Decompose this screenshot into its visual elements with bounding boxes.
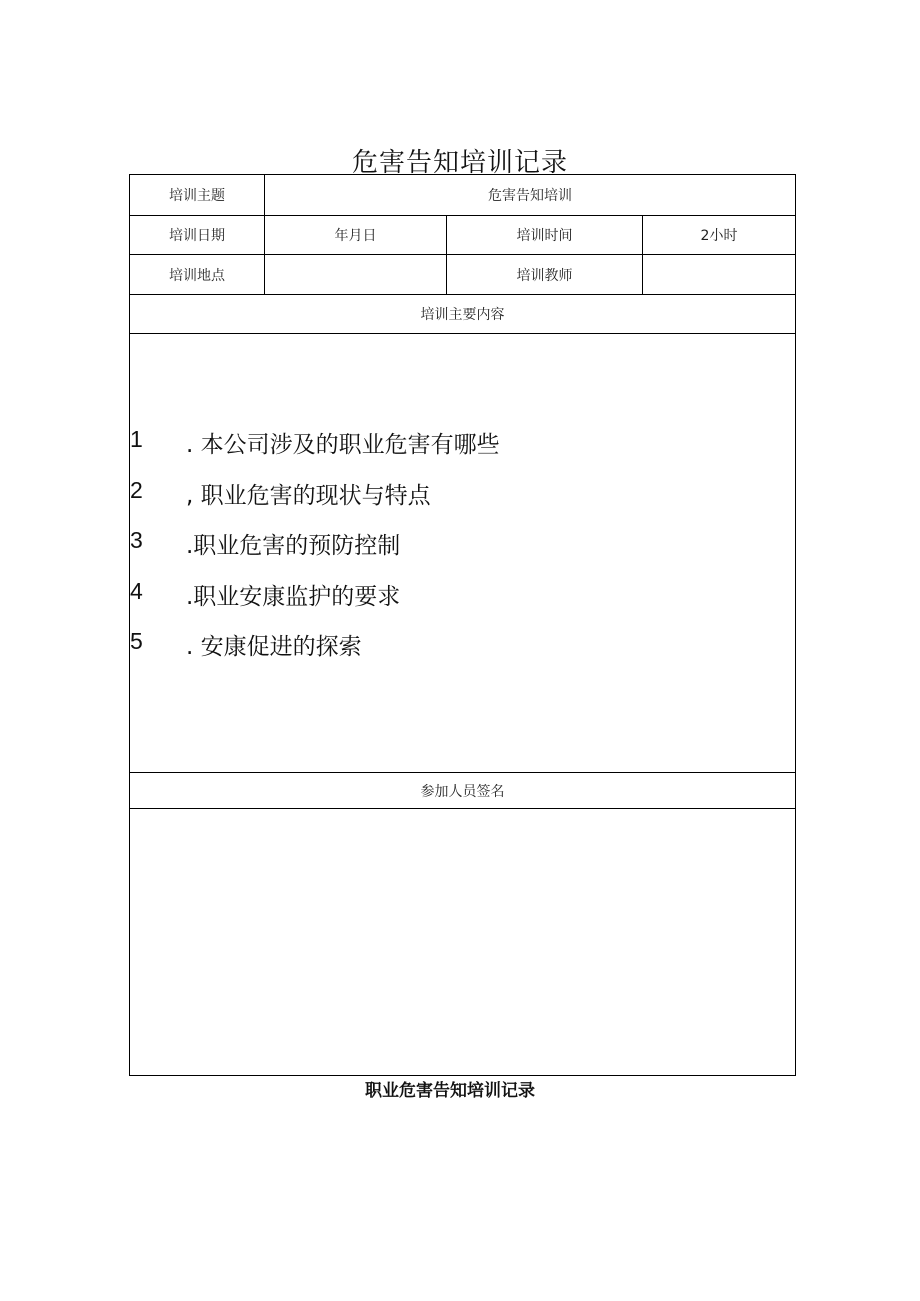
content-item-text: .职业危害的预防控制 [186, 533, 401, 559]
content-item-text: .职业安康监护的要求 [186, 583, 401, 610]
footer-title: 职业危害告知培训记录 [365, 1081, 535, 1101]
date-value: 年月日 [265, 216, 447, 255]
content-item [130, 477, 500, 528]
content-item-number: 3 [130, 527, 143, 553]
content-item-text: . 本公司涉及的职业危害有哪些 [186, 432, 500, 458]
content-body [130, 334, 796, 773]
training-record-table [129, 174, 796, 1076]
signature-header: 参加人员签名 [130, 773, 796, 809]
teacher-label: 培训教师 [447, 255, 643, 295]
date-label: 培训日期 [130, 216, 265, 255]
content-item [130, 578, 500, 629]
location-value [265, 255, 447, 295]
content-item-number: 2 [130, 476, 143, 503]
content-item-number: 5 [130, 628, 143, 654]
content-header: 培训主要内容 [130, 295, 796, 334]
time-label: 培训时间 [447, 216, 643, 255]
content-item-number: 1 [130, 426, 143, 452]
signature-area [130, 809, 796, 1076]
topic-value: 危害告知培训 [265, 175, 796, 216]
content-item-number: 4 [130, 577, 143, 604]
content-list [130, 426, 500, 679]
content-body-row [130, 334, 796, 773]
teacher-value [643, 255, 796, 295]
content-header-row [130, 295, 796, 334]
signature-header-row [130, 773, 796, 809]
content-item-text: . 安康促进的探索 [186, 634, 362, 660]
date-time-row [130, 216, 796, 255]
content-item [130, 426, 500, 477]
content-item-text: , 职业危害的现状与特点 [186, 482, 431, 509]
content-item [130, 628, 500, 679]
document-title: 危害告知培训记录 [351, 148, 568, 178]
signature-body-row [130, 809, 796, 1076]
topic-row [130, 175, 796, 216]
location-teacher-row [130, 255, 796, 295]
location-label: 培训地点 [130, 255, 265, 295]
time-value: 2小时 [643, 216, 796, 255]
content-item [130, 527, 500, 578]
topic-label: 培训主题 [130, 175, 265, 216]
